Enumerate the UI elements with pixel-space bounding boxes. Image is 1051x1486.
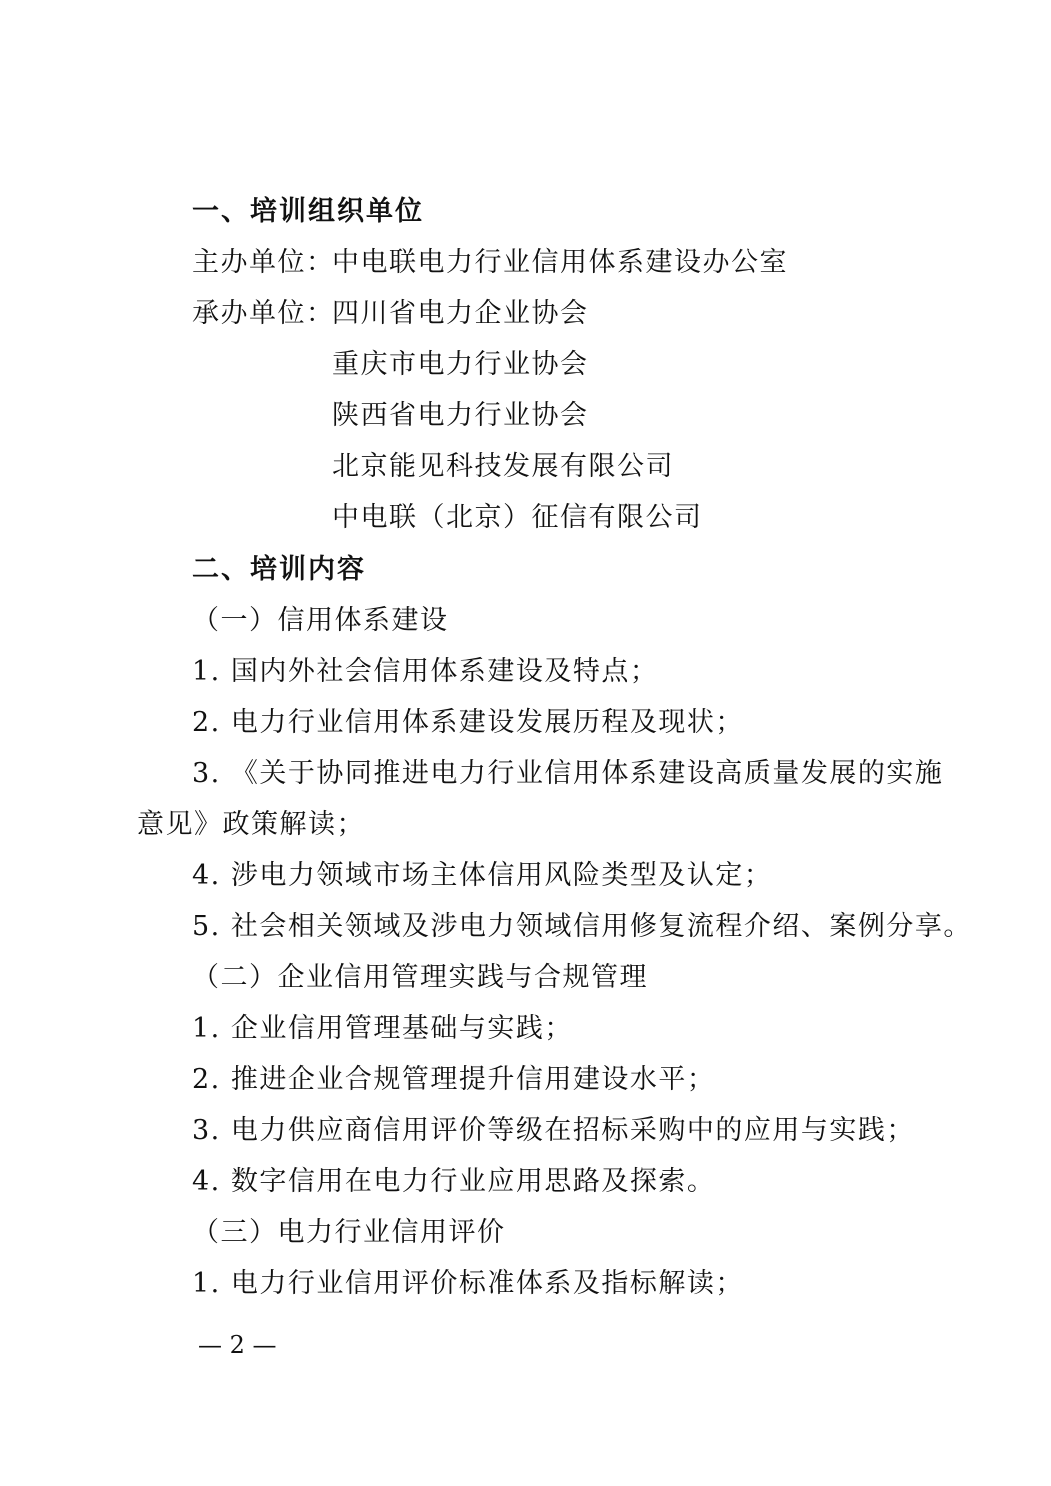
subsection-2-title: （二）企业信用管理实践与合规管理 bbox=[192, 962, 648, 993]
content-list-item: 1. 国内外社会信用体系建设及特点； bbox=[192, 656, 659, 687]
section-1-heading: 一、培训组织单位 bbox=[192, 196, 424, 227]
content-list-item: 2. 推进企业合规管理提升信用建设水平； bbox=[192, 1064, 716, 1095]
content-list-item: 4. 涉电力领域市场主体信用风险类型及认定； bbox=[192, 860, 773, 891]
content-list-item: 5. 社会相关领域及涉电力领域信用修复流程介绍、案例分享。 bbox=[192, 911, 972, 942]
content-list-item: 3. 《关于协同推进电力行业信用体系建设高质量发展的实施 bbox=[192, 758, 944, 789]
page-number: — 2 — bbox=[198, 1331, 277, 1359]
organizer-item: 北京能见科技发展有限公司 bbox=[332, 451, 674, 482]
organizer-item: 四川省电力企业协会 bbox=[332, 298, 589, 329]
organizer-item: 中电联（北京）征信有限公司 bbox=[332, 502, 703, 533]
host-unit-label: 主办单位： bbox=[192, 247, 335, 278]
organizer-item: 重庆市电力行业协会 bbox=[332, 349, 589, 380]
organizer-unit-line bbox=[192, 296, 589, 332]
organizer-unit-label: 承办单位： bbox=[192, 298, 335, 329]
content-list-item-continuation: 意见》政策解读； bbox=[137, 809, 365, 840]
subsection-3-title: （三）电力行业信用评价 bbox=[192, 1217, 506, 1248]
organizer-item: 陕西省电力行业协会 bbox=[332, 400, 589, 431]
host-unit-line bbox=[192, 245, 788, 281]
section-2-heading: 二、培训内容 bbox=[192, 554, 366, 585]
content-list-item: 3. 电力供应商信用评价等级在招标采购中的应用与实践； bbox=[192, 1115, 915, 1146]
host-unit-value: 中电联电力行业信用体系建设办公室 bbox=[332, 247, 788, 278]
content-list-item: 1. 企业信用管理基础与实践； bbox=[192, 1013, 573, 1044]
content-list-item: 4. 数字信用在电力行业应用思路及探索。 bbox=[192, 1166, 716, 1197]
content-list-item: 2. 电力行业信用体系建设发展历程及现状； bbox=[192, 707, 744, 738]
content-list-item: 1. 电力行业信用评价标准体系及指标解读； bbox=[192, 1268, 744, 1299]
subsection-1-title: （一）信用体系建设 bbox=[192, 605, 449, 636]
